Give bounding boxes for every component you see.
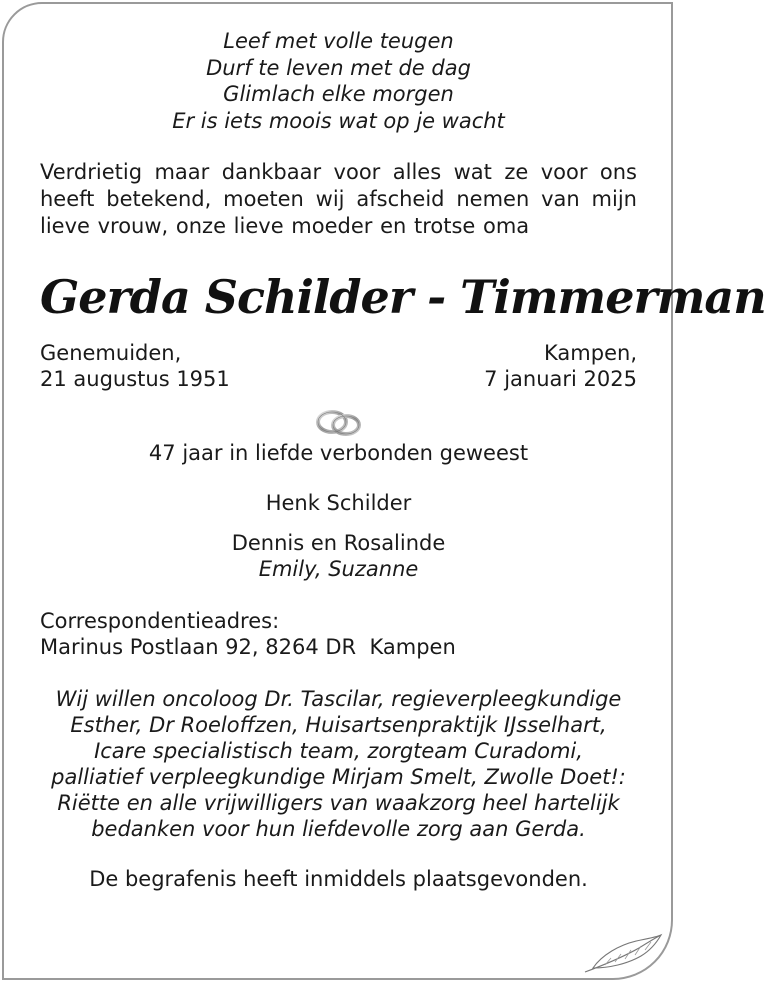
poem-line: Glimlach elke morgen bbox=[223, 82, 454, 106]
husband-name: Henk Schilder bbox=[265, 491, 412, 515]
marriage-years: 47 jaar in liefde verbonden geweest bbox=[148, 441, 529, 465]
correspondence-value: Marinus Postlaan 92, 8264 DR Kampen bbox=[40, 635, 456, 659]
poem-line: Er is iets moois wat op je wacht bbox=[172, 108, 505, 133]
poem-line: Durf te leven met de dag bbox=[206, 55, 471, 80]
wedding-rings-icon bbox=[40, 406, 637, 440]
death-date: 7 januari 2025 bbox=[484, 367, 637, 391]
thanks-line: Esther, Dr Roeloffzen, Huisartsenpraktijk IJsselhart, bbox=[70, 713, 607, 737]
thanks-line: palliatief verpleegkundige Mirjam Smelt, Zwolle Doet!: bbox=[51, 765, 626, 789]
grandchildren-names: Emily, Suzanne bbox=[258, 557, 419, 581]
intro-line: lieve vrouw, onze lieve moeder en trotse oma bbox=[40, 214, 530, 238]
intro-line: Verdrietig maar dankbaar voor alles wat ze voor ons bbox=[40, 160, 637, 184]
death-place: Kampen, bbox=[544, 341, 637, 365]
thanks-line: Riëtte en alle vrijwilligers van waakzorg heel hartelijk bbox=[57, 791, 620, 815]
thanks-line: bedanken voor hun liefdevolle zorg aan Gerda. bbox=[91, 817, 586, 841]
dates-row bbox=[40, 340, 637, 392]
thanks-line: Icare specialistisch team, zorgteam Curadomi, bbox=[94, 739, 583, 763]
poem bbox=[40, 28, 637, 134]
funeral-notice: De begrafenis heeft inmiddels plaatsgevonden. bbox=[89, 867, 588, 891]
thanks-line: Wij willen oncoloog Dr. Tascilar, regieverpleegkundige bbox=[55, 687, 622, 711]
children-names: Dennis en Rosalinde bbox=[231, 531, 446, 555]
intro-line: heeft betekend, moeten wij afscheid nemen van mijn bbox=[40, 187, 637, 211]
death-info bbox=[484, 340, 637, 392]
birth-date: 21 augustus 1951 bbox=[40, 367, 230, 391]
thanks-text bbox=[40, 686, 637, 842]
correspondence-label: Correspondentieadres: bbox=[40, 609, 280, 633]
deceased-name: Gerda Schilder - Timmerman bbox=[40, 270, 766, 324]
birth-place: Genemuiden, bbox=[40, 341, 182, 365]
birth-info bbox=[40, 340, 230, 392]
correspondence-address bbox=[40, 608, 637, 660]
announcement-content bbox=[40, 28, 766, 892]
poem-line: Leef met volle teugen bbox=[223, 29, 454, 53]
intro-text bbox=[40, 159, 637, 240]
feather-icon bbox=[581, 932, 665, 980]
